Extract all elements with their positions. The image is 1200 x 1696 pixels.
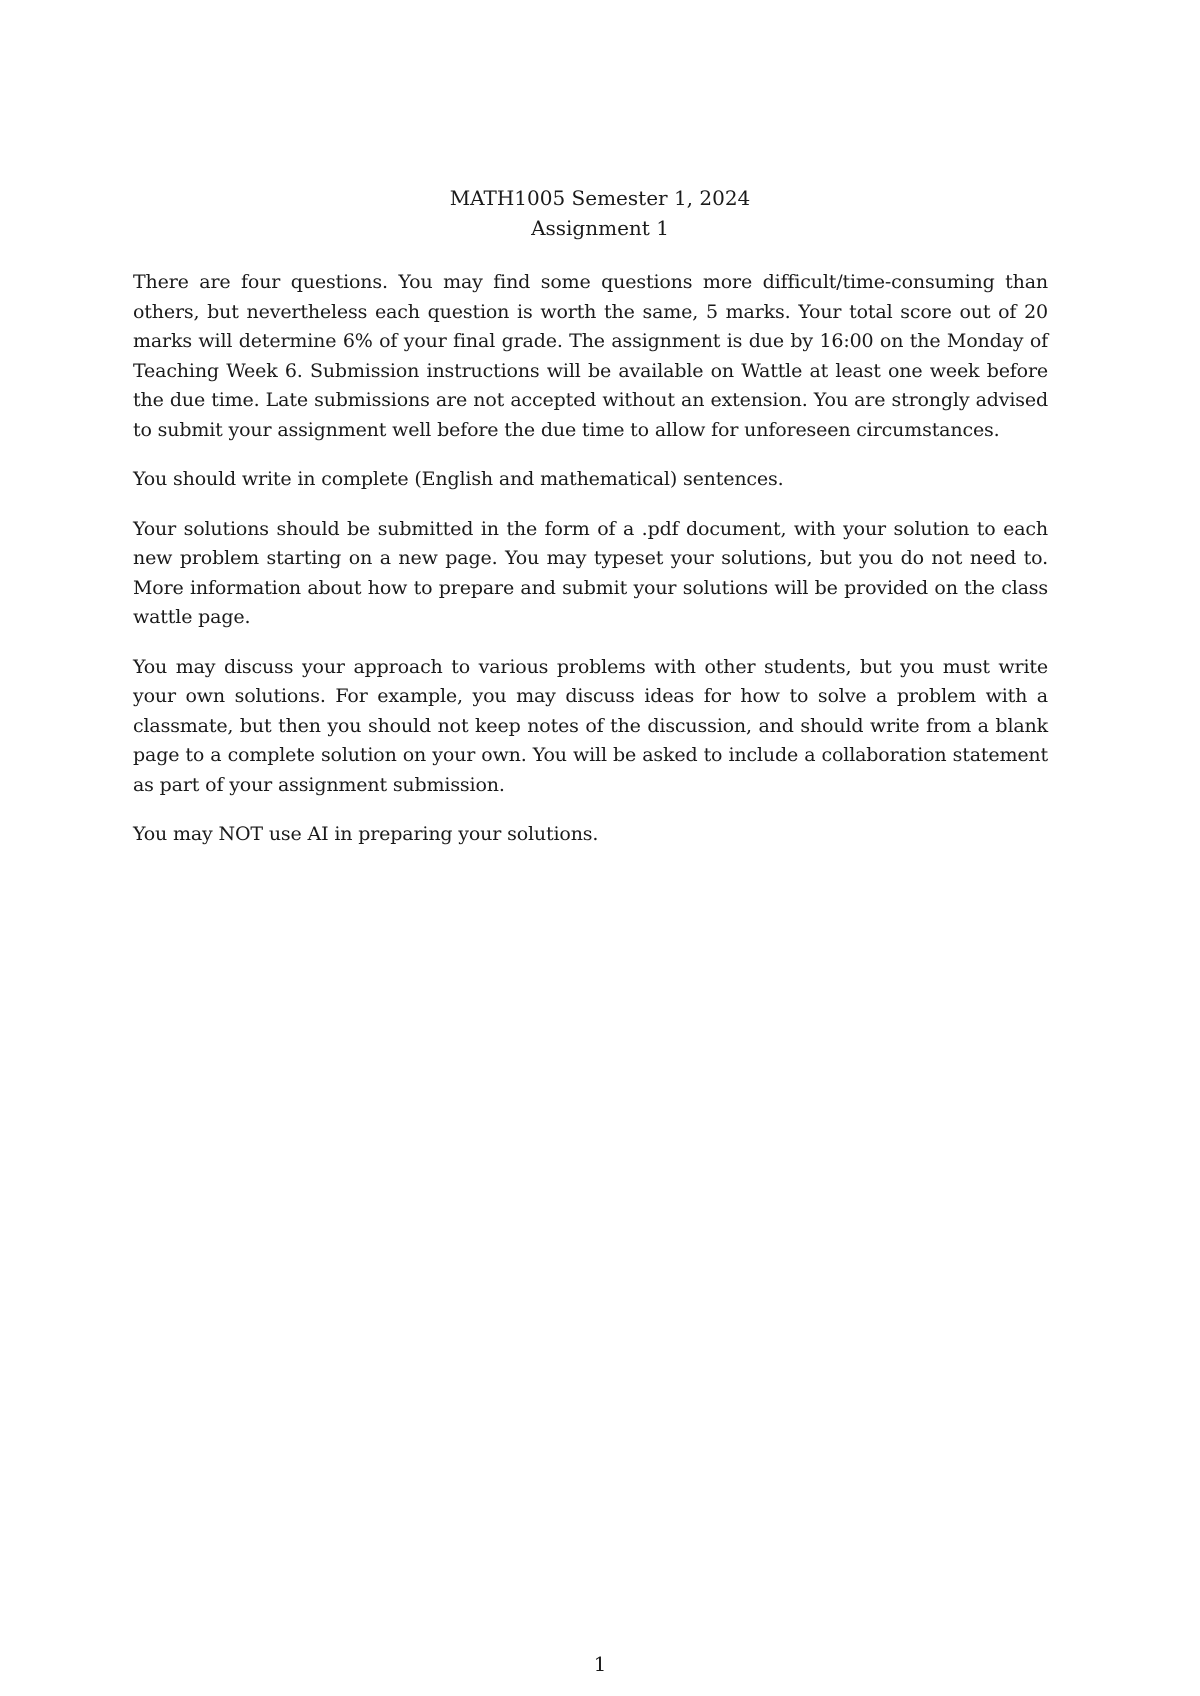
title-block (0, 183, 1200, 243)
paragraph-ai-policy: You may NOT use AI in preparing your solutions. (133, 823, 599, 845)
document-subtitle: Assignment 1 (531, 216, 669, 240)
paragraph-instructions: There are four questions. You may find some questions more difficult/time-consuming than others, but nevertheless each question is worth the same, 5 marks. Your total score out of 20 marks will determine 6% of your final grade. The assignment is due by 16:00 on the Monday of Teaching Week 6. Submission instructions will be available on Wattle at least one week before the due time. Late submissions are not accepted without an extension. You are strongly advised to submit your assignment well before the due time to allow for unforeseen circumstances. (133, 271, 1048, 441)
document-title: MATH1005 Semester 1, 2024 (449, 186, 751, 210)
document-body (133, 268, 1048, 870)
paragraph-collaboration: You may discuss your approach to various problems with other students, but you must write your own solutions. For example, you may discuss ideas for how to solve a problem with a classmate, but then you should not keep notes of the discussion, and should write from a blank page to a complete solution on your own. You will be asked to include a collaboration statement as part of your assignment submission. (133, 655, 1048, 796)
paragraph-writing-style: You should write in complete (English and mathematical) sentences. (133, 468, 784, 490)
page-number: 1 (593, 1652, 607, 1676)
paragraph-submission-format: Your solutions should be submitted in the form of a .pdf document, with your solution to each new problem starting on a new page. You may typeset your solutions, but you do not need to. More information about how to prepare and submit your solutions will be provided on the class wattle page. (133, 517, 1048, 628)
